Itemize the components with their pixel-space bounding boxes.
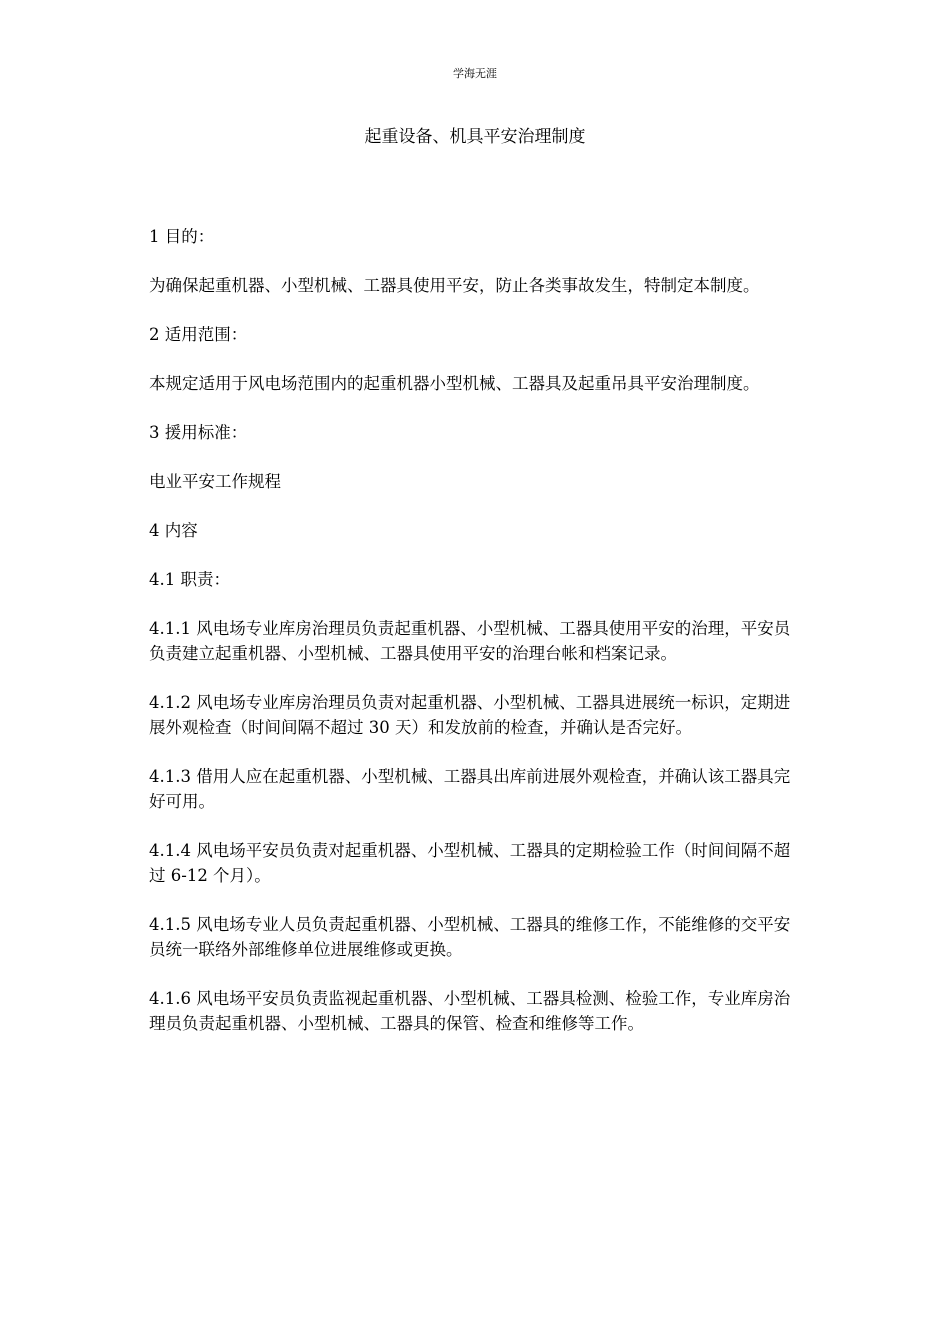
section-heading-references: 3 援用标准： — [149, 423, 248, 442]
clause-4-1-6: 4.1.6 风电场平安员负责监视起重机器、小型机械、工器具检测、检验工作，专业库房治理员负责起重机器、小型机械、工器具的保管、检查和维修等工作。 — [149, 989, 791, 1033]
scope-text: 本规定适用于风电场范围内的起重机器小型机械、工器具及起重吊具平安治理制度。 — [149, 374, 760, 393]
clause-4-1-2: 4.1.2 风电场专业库房治理员负责对起重机器、小型机械、工器具进展统一标识，定期进展外观检查（时间间隔不超过 30 天）和发放前的检查，并确认是否完好。 — [149, 693, 791, 737]
purpose-text: 为确保起重机器、小型机械、工器具使用平安，防止各类事故发生，特制定本制度。 — [149, 276, 760, 295]
clause-4-1-5: 4.1.5 风电场专业人员负责起重机器、小型机械、工器具的维修工作，不能维修的交平安员统一联络外部维修单位进展维修或更换。 — [149, 915, 791, 959]
document-title: 起重设备、机具平安治理制度 — [364, 127, 586, 147]
references-text: 电业平安工作规程 — [149, 472, 281, 491]
section-heading-content: 4 内容 — [149, 521, 198, 540]
page-header: 学海无涯 — [453, 67, 497, 80]
section-heading-responsibilities: 4.1 职责： — [149, 570, 230, 589]
section-heading-scope: 2 适用范围： — [149, 325, 248, 344]
clause-4-1-3: 4.1.3 借用人应在起重机器、小型机械、工器具出库前进展外观检查，并确认该工器具完好可用。 — [149, 767, 791, 811]
clause-4-1-1: 4.1.1 风电场专业库房治理员负责起重机器、小型机械、工器具使用平安的治理，平安员负责建立起重机器、小型机械、工器具使用平安的治理台帐和档案记录。 — [149, 619, 791, 663]
document-body — [149, 224, 801, 1060]
section-heading-purpose: 1 目的： — [149, 227, 215, 246]
clause-4-1-4: 4.1.4 风电场平安员负责对起重机器、小型机械、工器具的定期检验工作（时间间隔不超过 6-12 个月）。 — [149, 841, 791, 885]
